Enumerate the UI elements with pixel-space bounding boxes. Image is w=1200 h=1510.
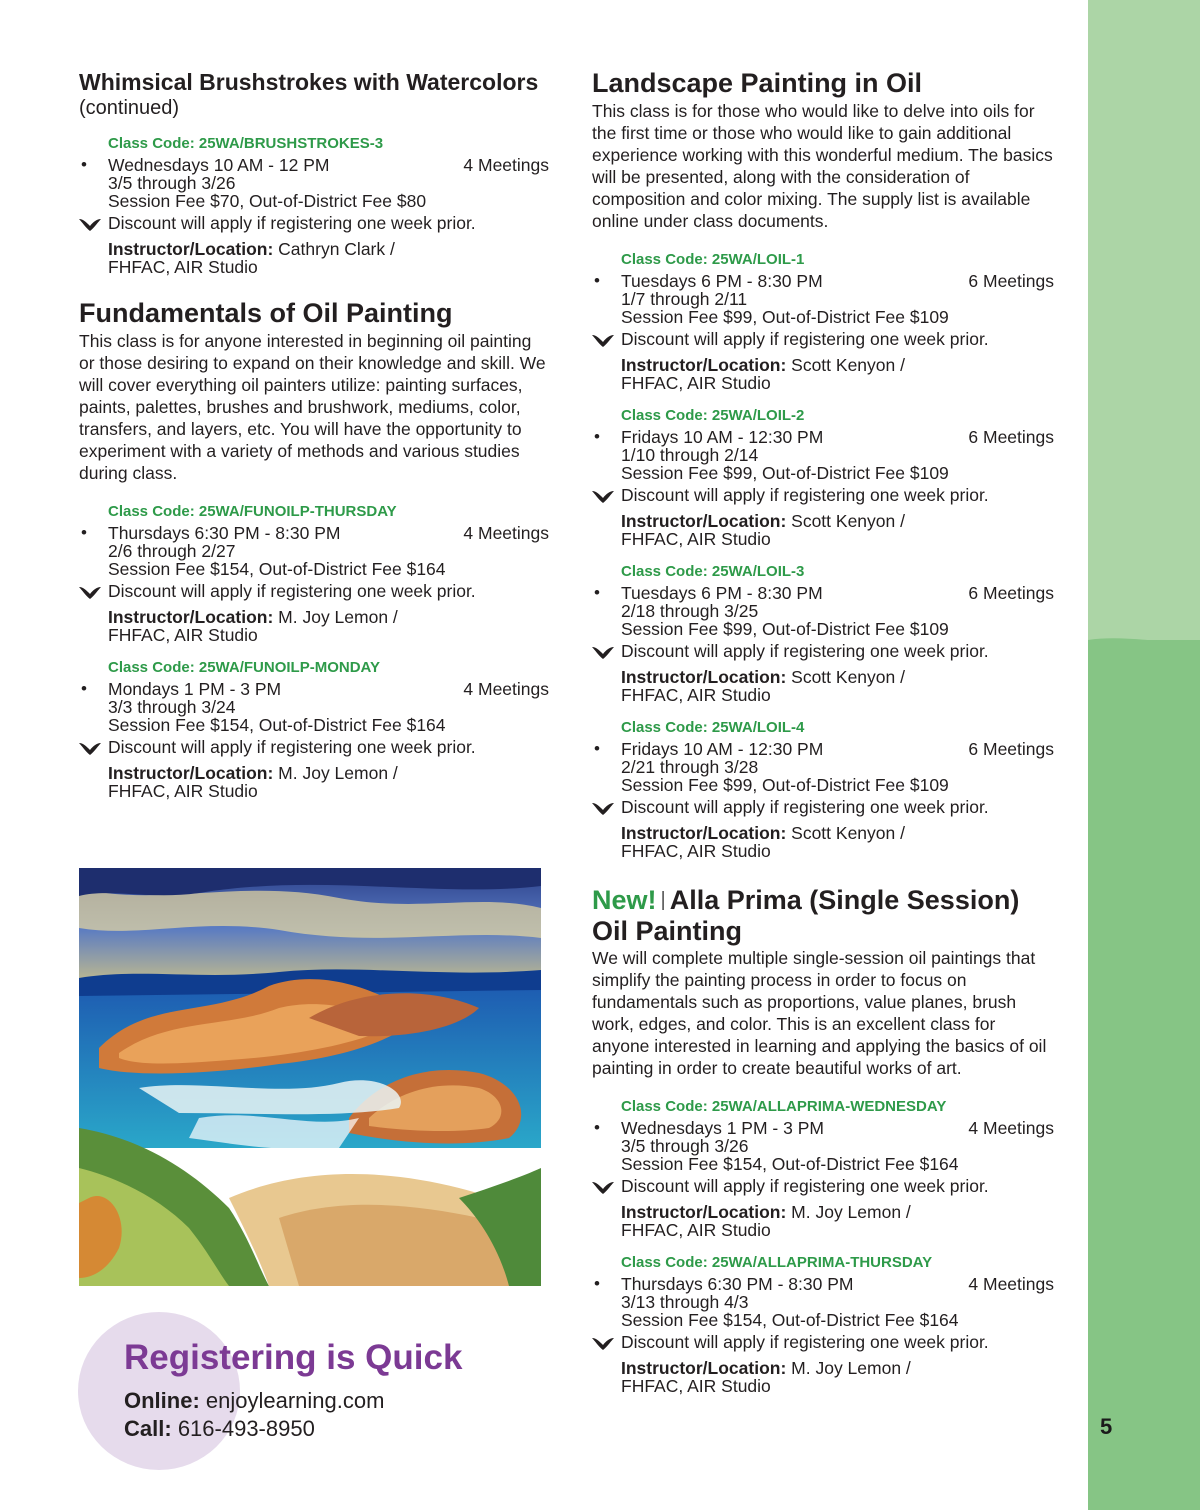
discount-row: [621, 796, 1054, 818]
register-call: [124, 1416, 315, 1442]
class-code: Class Code: 25WA/LOIL-1: [621, 251, 805, 268]
discount-text: Discount will apply if registering one week prior.: [621, 1176, 989, 1196]
instructor-label: Instructor/Location:: [621, 667, 787, 687]
class-fee: Session Fee $99, Out-of-District Fee $109: [621, 619, 949, 639]
class-fee: Session Fee $154, Out-of-District Fee $164: [108, 559, 446, 579]
class-schedule: Wednesdays 10 AM - 12 PM: [108, 155, 330, 175]
class-block: [594, 250, 1054, 393]
class-meetings: 4 Meetings: [463, 679, 549, 699]
class-location: FHFAC, AIR Studio: [621, 1220, 771, 1240]
class-schedule-row: [81, 155, 549, 175]
class-location: FHFAC, AIR Studio: [108, 781, 258, 801]
class-block: [81, 134, 549, 277]
class-dates: 1/10 through 2/14: [621, 445, 759, 465]
class-block: [594, 1097, 1054, 1240]
allaprima-section: [592, 886, 1054, 1395]
discount-row: [108, 736, 549, 758]
register-online-link[interactable]: enjoylearning.com: [205, 1388, 385, 1413]
instructor-location: [621, 1359, 1054, 1395]
instructor-name: M. Joy Lemon /: [791, 1202, 911, 1222]
right-column: [592, 68, 1054, 1409]
instructor-label: Instructor/Location:: [621, 1202, 787, 1222]
discount-text: Discount will apply if registering one week prior.: [108, 581, 476, 601]
class-dates: 2/6 through 2/27: [108, 541, 236, 561]
class-meetings: 4 Meetings: [968, 1118, 1054, 1138]
section-description: This class is for those who would like to delve into oils for the first time or those who would like to gain additional experience working with this wonderful medium. The basics will be presented, along with the consideration of composition and color mixing. The supply list is available online under class documents.: [592, 101, 1053, 231]
instructor-label: Instructor/Location:: [621, 511, 787, 531]
bird-icon: [78, 584, 102, 600]
class-meetings: 4 Meetings: [463, 155, 549, 175]
landscape-section: [592, 68, 1054, 860]
class-location: FHFAC, AIR Studio: [621, 685, 771, 705]
class-location: FHFAC, AIR Studio: [621, 373, 771, 393]
left-column: [79, 68, 549, 814]
class-meetings: 6 Meetings: [968, 427, 1054, 447]
class-block: [594, 718, 1054, 861]
instructor-location: [621, 1203, 1054, 1239]
discount-text: Discount will apply if registering one week prior.: [108, 737, 476, 757]
bird-icon: [591, 800, 615, 816]
seascape-painting: [79, 868, 541, 1286]
class-schedule-row: [594, 271, 1054, 291]
class-location: FHFAC, AIR Studio: [621, 1376, 771, 1396]
class-fee: Session Fee $154, Out-of-District Fee $164: [621, 1154, 959, 1174]
new-tag: New!: [592, 885, 657, 915]
class-dates: 3/5 through 3/26: [108, 173, 236, 193]
discount-row: [621, 328, 1054, 350]
class-meetings: 6 Meetings: [968, 739, 1054, 759]
class-schedule-row: [594, 583, 1054, 603]
bullet-icon: •: [594, 1118, 600, 1137]
bullet-icon: •: [594, 1274, 600, 1293]
discount-text: Discount will apply if registering one week prior.: [621, 641, 989, 661]
class-location: FHFAC, AIR Studio: [621, 841, 771, 861]
class-schedule: Fridays 10 AM - 12:30 PM: [621, 739, 824, 759]
register-online: [124, 1388, 384, 1414]
class-block: [81, 658, 549, 801]
instructor-name: Scott Kenyon /: [791, 667, 905, 687]
discount-row: [621, 640, 1054, 662]
page-number: 5: [1100, 1414, 1113, 1439]
section-description: We will complete multiple single-session oil paintings that simplify the painting process in order to focus on fundamentals such as proportions, value planes, brush work, edges, and color. This is an excellent class for anyone interested in learning and applying the basics of oil painting in order to create beautiful works of art.: [592, 948, 1047, 1078]
class-code: Class Code: 25WA/ALLAPRIMA-THURSDAY: [621, 1254, 933, 1271]
section-title-line1: Alla Prima (Single Session): [669, 885, 1020, 915]
class-schedule: Wednesdays 1 PM - 3 PM: [621, 1118, 824, 1138]
section-subtitle: (continued): [79, 97, 180, 119]
class-schedule-row: [594, 427, 1054, 447]
class-location: FHFAC, AIR Studio: [621, 529, 771, 549]
section-title: Landscape Painting in Oil: [592, 68, 923, 98]
class-fee: Session Fee $99, Out-of-District Fee $109: [621, 307, 949, 327]
class-code: Class Code: 25WA/FUNOILP-THURSDAY: [108, 503, 397, 520]
bullet-icon: •: [81, 523, 87, 542]
class-code: Class Code: 25WA/LOIL-3: [621, 563, 805, 580]
register-call-label: Call:: [124, 1416, 172, 1441]
bullet-icon: •: [594, 271, 600, 290]
class-meetings: 6 Meetings: [968, 271, 1054, 291]
instructor-name: M. Joy Lemon /: [791, 1358, 911, 1378]
instructor-location: [108, 608, 549, 644]
discount-text: Discount will apply if registering one week prior.: [621, 329, 989, 349]
class-dates: 3/3 through 3/24: [108, 697, 236, 717]
class-schedule: Tuesdays 6 PM - 8:30 PM: [621, 583, 823, 603]
class-dates: 2/21 through 3/28: [621, 757, 759, 777]
instructor-location: [621, 512, 1054, 548]
class-meetings: 4 Meetings: [968, 1274, 1054, 1294]
discount-text: Discount will apply if registering one week prior.: [108, 213, 476, 233]
bird-icon: [78, 740, 102, 756]
instructor-location: [621, 356, 1054, 392]
discount-row: [621, 1331, 1054, 1353]
class-block: [594, 1253, 1054, 1396]
discount-row: [621, 484, 1054, 506]
class-schedule: Fridays 10 AM - 12:30 PM: [621, 427, 824, 447]
bird-icon: [591, 1335, 615, 1351]
bullet-icon: •: [81, 679, 87, 698]
class-dates: 2/18 through 3/25: [621, 601, 759, 621]
whimsical-section: [79, 68, 549, 276]
class-schedule-row: [81, 523, 549, 543]
class-schedule-row: [594, 1118, 1054, 1138]
bullet-icon: •: [594, 427, 600, 446]
class-code: Class Code: 25WA/BRUSHSTROKES-3: [108, 135, 384, 152]
instructor-label: Instructor/Location:: [621, 1358, 787, 1378]
bird-icon: [591, 644, 615, 660]
instructor-name: M. Joy Lemon /: [278, 607, 398, 627]
register-phone[interactable]: 616-493-8950: [177, 1416, 315, 1441]
register-title: Registering is Quick: [124, 1338, 463, 1377]
class-dates: 1/7 through 2/11: [621, 289, 748, 309]
discount-text: Discount will apply if registering one week prior.: [621, 485, 989, 505]
class-dates: 3/13 through 4/3: [621, 1292, 749, 1312]
class-schedule: Tuesdays 6 PM - 8:30 PM: [621, 271, 823, 291]
section-title: [592, 886, 1054, 945]
discount-text: Discount will apply if registering one week prior.: [621, 1332, 989, 1352]
class-code: Class Code: 25WA/ALLAPRIMA-WEDNESDAY: [621, 1098, 947, 1115]
section-title: Whimsical Brushstrokes with Watercolors: [79, 69, 539, 95]
instructor-label: Instructor/Location:: [621, 823, 787, 843]
discount-text: Discount will apply if registering one week prior.: [621, 797, 989, 817]
instructor-location: [621, 668, 1054, 704]
section-description: This class is for anyone interested in beginning oil painting or those desiring to expand on their knowledge and skill. We will cover everything oil painters utilize: painting surfaces, paints, palettes, brushes and brushwork, mediums, color, transfers, and layers, etc. You will have the opportunity to experiment with a variety of methods and various studies during class.: [79, 331, 546, 483]
class-code: Class Code: 25WA/LOIL-2: [621, 407, 805, 424]
class-schedule: Mondays 1 PM - 3 PM: [108, 679, 282, 699]
discount-row: [108, 580, 549, 602]
bullet-icon: •: [594, 583, 600, 602]
instructor-location: [621, 824, 1054, 860]
bird-icon: [78, 216, 102, 232]
sidebar-band-light: [1088, 0, 1200, 640]
class-meetings: 4 Meetings: [463, 523, 549, 543]
instructor-label: Instructor/Location:: [108, 763, 274, 783]
class-code: Class Code: 25WA/LOIL-4: [621, 719, 805, 736]
class-code: Class Code: 25WA/FUNOILP-MONDAY: [108, 659, 380, 676]
bird-icon: [591, 488, 615, 504]
instructor-name: M. Joy Lemon /: [278, 763, 398, 783]
class-schedule: Thursdays 6:30 PM - 8:30 PM: [621, 1274, 854, 1294]
class-location: FHFAC, AIR Studio: [108, 625, 258, 645]
title-separator: |: [660, 889, 666, 911]
instructor-name: Cathryn Clark /: [278, 239, 395, 259]
class-fee: Session Fee $70, Out-of-District Fee $80: [108, 191, 427, 211]
class-schedule-row: [594, 739, 1054, 759]
class-fee: Session Fee $99, Out-of-District Fee $109: [621, 463, 949, 483]
bullet-icon: •: [594, 739, 600, 758]
instructor-name: Scott Kenyon /: [791, 823, 905, 843]
class-schedule-row: [594, 1274, 1054, 1294]
class-fee: Session Fee $154, Out-of-District Fee $164: [621, 1310, 959, 1330]
class-block: [594, 406, 1054, 549]
bird-icon: [591, 1179, 615, 1195]
sidebar-band-dark: [1088, 640, 1200, 1510]
class-block: [594, 562, 1054, 705]
section-title: Fundamentals of Oil Painting: [79, 298, 453, 328]
class-meetings: 6 Meetings: [968, 583, 1054, 603]
instructor-location: [108, 240, 549, 276]
instructor-label: Instructor/Location:: [108, 239, 274, 259]
bird-icon: [591, 332, 615, 348]
class-dates: 3/5 through 3/26: [621, 1136, 749, 1156]
instructor-name: Scott Kenyon /: [791, 355, 905, 375]
class-block: [81, 502, 549, 645]
fundamentals-section: [79, 298, 549, 800]
class-fee: Session Fee $99, Out-of-District Fee $109: [621, 775, 949, 795]
instructor-label: Instructor/Location:: [108, 607, 274, 627]
instructor-name: Scott Kenyon /: [791, 511, 905, 531]
class-fee: Session Fee $154, Out-of-District Fee $164: [108, 715, 446, 735]
instructor-label: Instructor/Location:: [621, 355, 787, 375]
section-title-line2: Oil Painting: [592, 916, 743, 946]
class-location: FHFAC, AIR Studio: [108, 257, 258, 277]
discount-row: [621, 1175, 1054, 1197]
register-online-label: Online:: [124, 1388, 200, 1413]
class-schedule-row: [81, 679, 549, 699]
bullet-icon: •: [81, 155, 87, 174]
instructor-location: [108, 764, 549, 800]
class-schedule: Thursdays 6:30 PM - 8:30 PM: [108, 523, 341, 543]
sidebar-curve: [1088, 590, 1200, 700]
discount-row: [108, 212, 549, 234]
